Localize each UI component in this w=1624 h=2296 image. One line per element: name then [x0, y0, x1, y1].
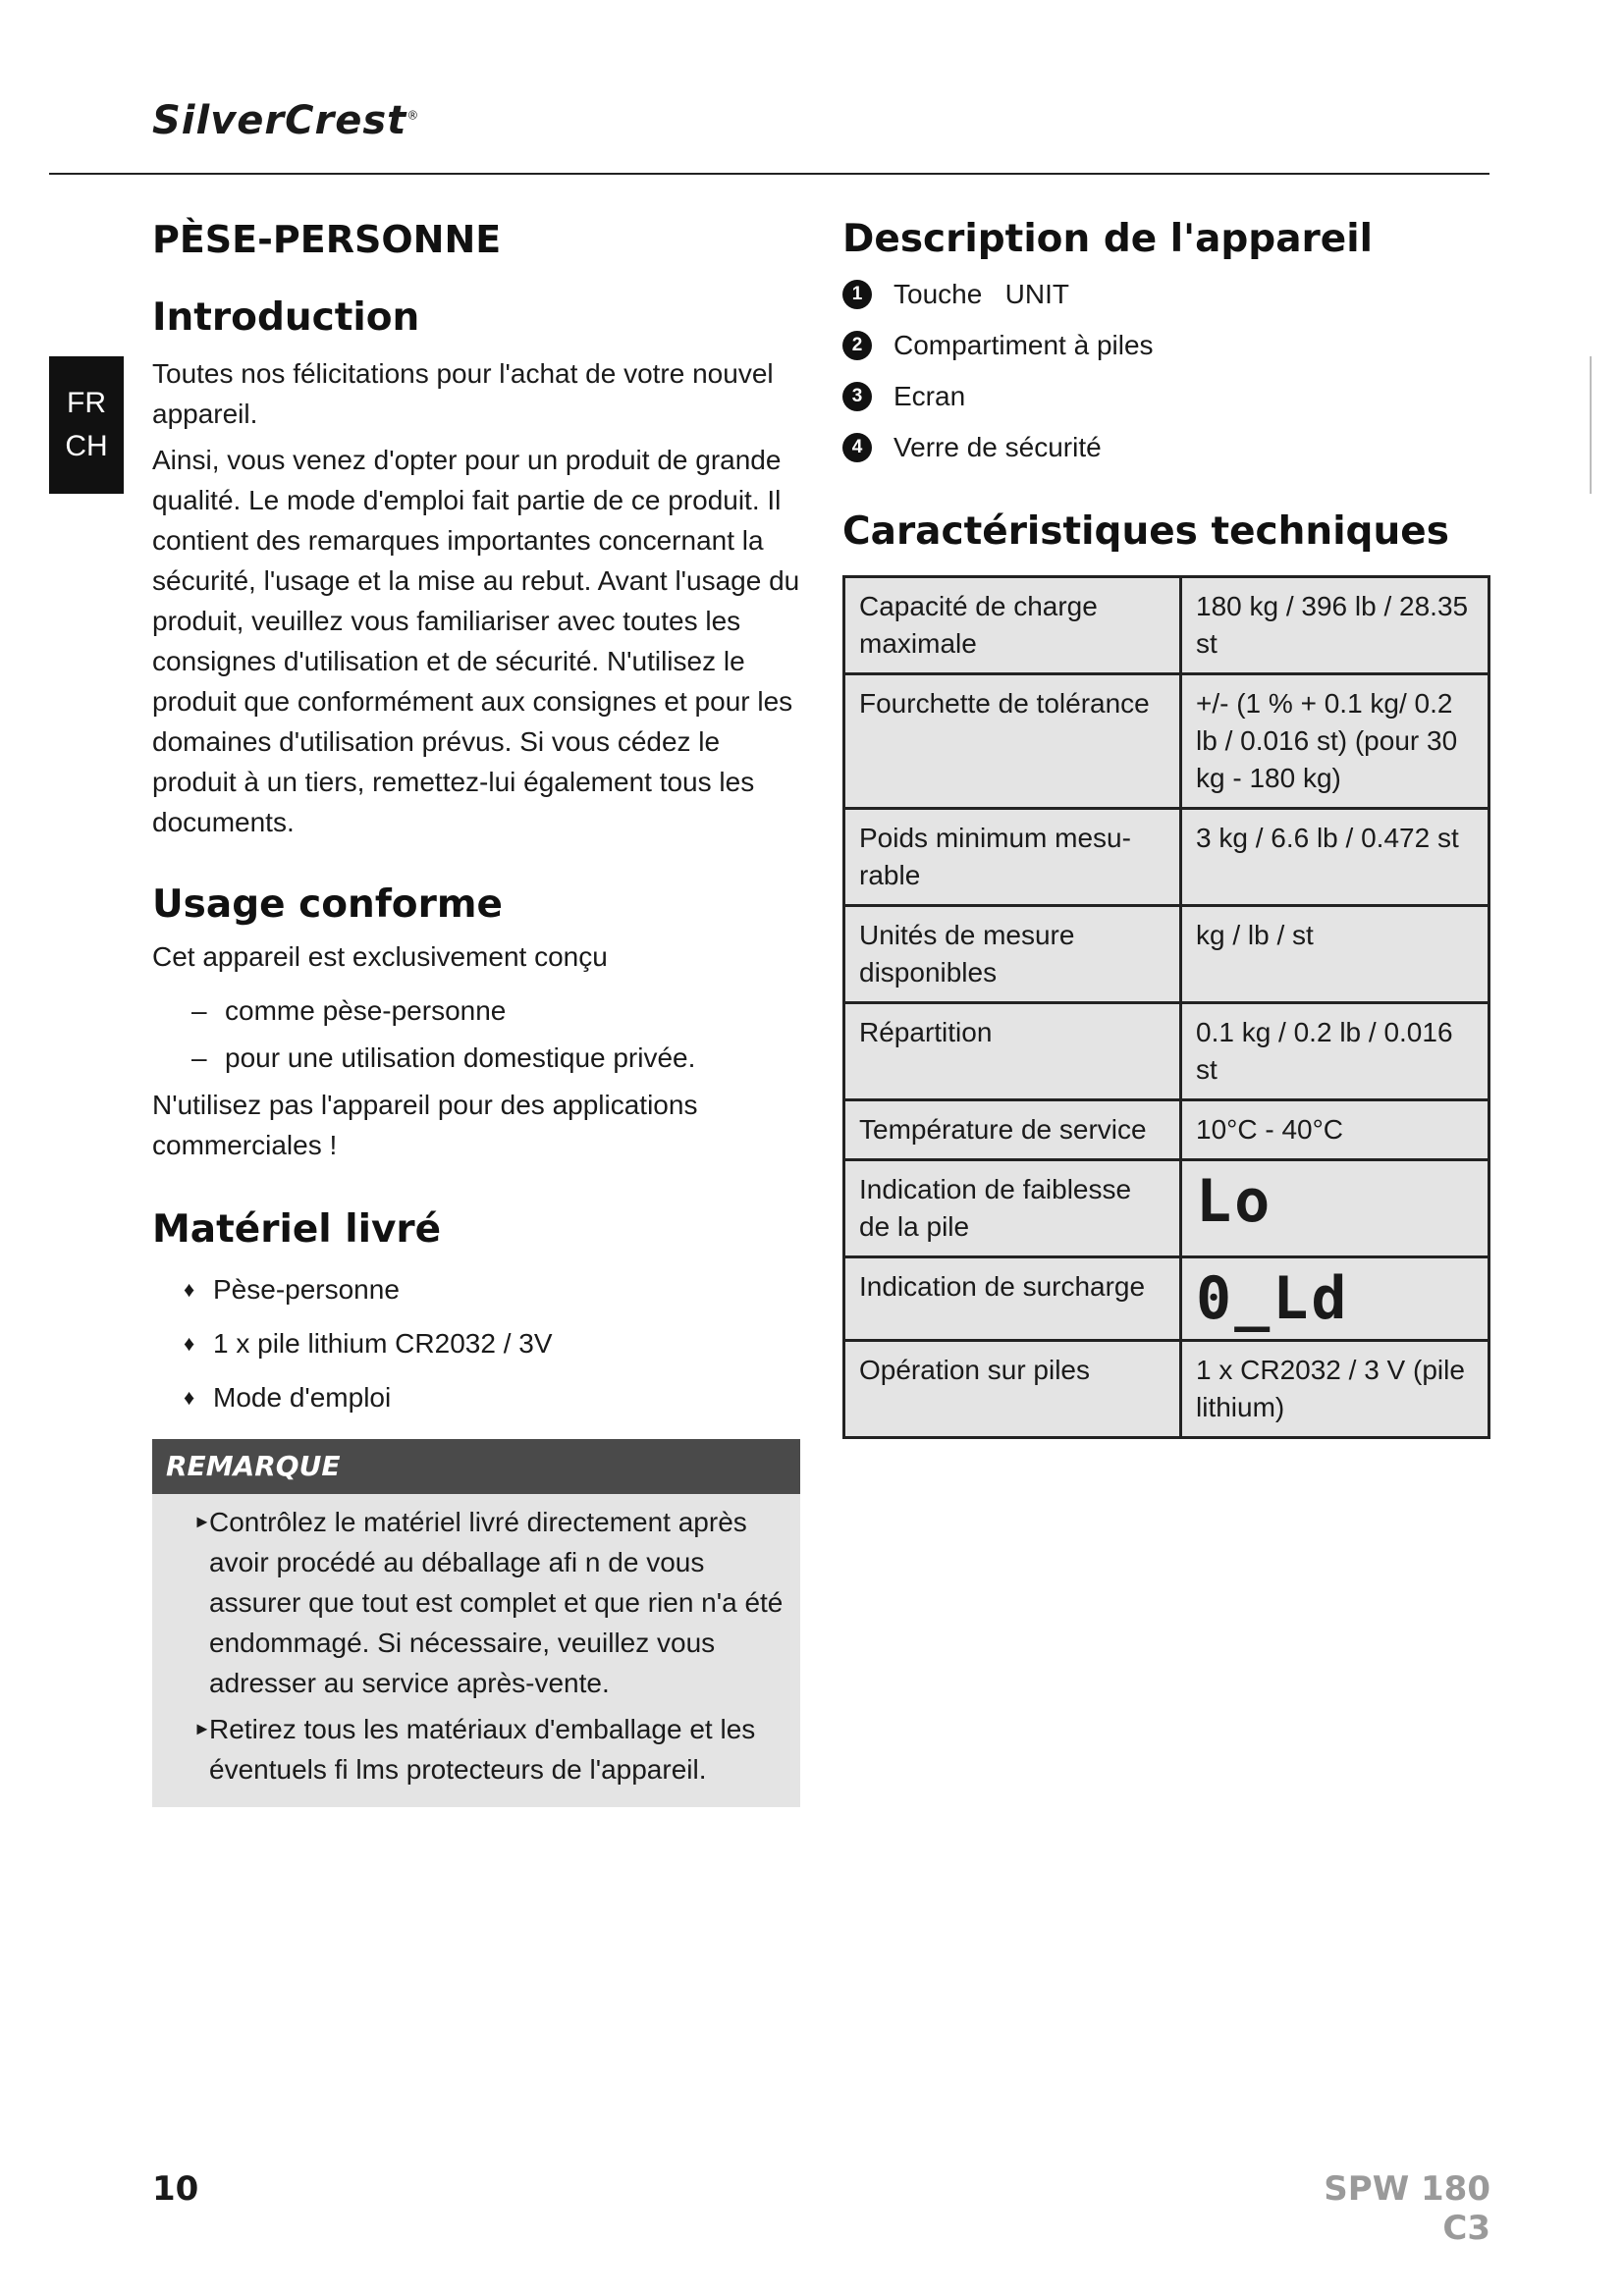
spec-value: 180 kg / 396 lb / 28.35 st	[1181, 577, 1489, 674]
specs-table	[842, 575, 1490, 1439]
spec-value: 0.1 kg / 0.2 lb / 0.016 st	[1181, 1003, 1489, 1100]
brand-name: SilverCrest	[152, 98, 407, 143]
model-number: SPW 180 C3	[1324, 2169, 1490, 2248]
remark-list	[152, 1494, 800, 1789]
usage-paragraph-2: N'utilisez pas l'appareil pour des applications commerciales !	[152, 1090, 698, 1160]
usage-paragraph-1: Cet appareil est exclusivement conçu	[152, 941, 608, 972]
table-row	[844, 1160, 1489, 1257]
description-heading: Description de l'appareil	[842, 217, 1373, 261]
materiel-heading: Matériel livré	[152, 1207, 442, 1252]
spec-label: Indication de surcharge	[844, 1257, 1181, 1341]
description-item-label: Compartiment à piles	[893, 330, 1154, 360]
usage-list	[152, 990, 800, 1078]
table-row	[844, 1341, 1489, 1438]
table-row	[844, 674, 1489, 809]
table-row	[844, 1100, 1489, 1160]
list-item: ► Contrôlez le matériel livré directement après avoir procédé au déballage afi n de vous assurer que tout est complet et que rien n'a été endommagé. Si nécessaire, veuillez vous adresser au service après-vente.	[166, 1502, 786, 1703]
list-item: ♦ Pèse-personne	[152, 1269, 800, 1309]
header-rule	[49, 173, 1489, 175]
spec-value: +/- (1 % + 0.1 kg/ 0.2 lb / 0.016 st) (pour 30 kg - 180 kg)	[1181, 674, 1489, 809]
remark-heading: REMARQUE	[152, 1439, 800, 1494]
spec-label: Fourchette de tolérance	[844, 674, 1181, 809]
spec-label: Température de service	[844, 1100, 1181, 1160]
language-tab	[49, 356, 124, 494]
brand-logo	[152, 98, 419, 143]
language-tab-line2: CH	[65, 430, 108, 462]
spec-value: 3 kg / 6.6 lb / 0.472 st	[1181, 809, 1489, 906]
intro-heading: Introduction	[152, 295, 420, 340]
lcd-low-battery-symbol: Lo	[1196, 1167, 1273, 1236]
list-item	[842, 269, 1490, 320]
spec-value: 1 x CR2032 / 3 V (pile lithium)	[1181, 1341, 1489, 1438]
spec-label: Indication de faiblesse de la pile	[844, 1160, 1181, 1257]
brand-registered-mark: ®	[406, 108, 420, 123]
table-row	[844, 1003, 1489, 1100]
spec-value-display	[1181, 1160, 1489, 1257]
table-row	[844, 1257, 1489, 1341]
lcd-overload-symbol: 0_Ld	[1196, 1264, 1350, 1333]
list-item: – pour une utilisation domestique privée.	[152, 1038, 800, 1078]
spec-label: Opération sur piles	[844, 1341, 1181, 1438]
number-badge-4: 4	[842, 433, 872, 462]
remark-box	[152, 1439, 800, 1807]
description-item-label: Touche UNIT	[893, 279, 1069, 309]
page-title: PÈSE-PERSONNE	[152, 218, 502, 261]
description-list	[842, 269, 1490, 473]
list-item: ► Retirez tous les matériaux d'emballage et les éventuels fi lms protecteurs de l'appareil.	[166, 1709, 786, 1789]
right-column	[842, 214, 1490, 1439]
intro-paragraph-1: Toutes nos félicitations pour l'achat de votre nouvel appareil.	[152, 358, 774, 429]
list-item	[842, 320, 1490, 371]
table-row	[844, 809, 1489, 906]
margin-mark	[1590, 356, 1592, 494]
description-item-label: Ecran	[893, 381, 966, 411]
list-item	[842, 371, 1490, 422]
number-badge-1: 1	[842, 280, 872, 309]
list-item: ♦ 1 x pile lithium CR2032 / 3V	[152, 1323, 800, 1363]
materiel-list	[152, 1269, 800, 1417]
table-row	[844, 906, 1489, 1003]
spec-label: Poids minimum mesu-rable	[844, 809, 1181, 906]
specs-heading: Caractéristiques techniques	[842, 509, 1449, 554]
number-badge-2: 2	[842, 331, 872, 360]
spec-label: Unités de mesure disponibles	[844, 906, 1181, 1003]
description-item-label: Verre de sécurité	[893, 432, 1102, 462]
intro-paragraph-2: Ainsi, vous venez d'opter pour un produit de grande qualité. Le mode d'emploi fait partie de ce produit. Il contient des remarques importantes concernant la sécurité, l'usage et la mise au rebut. Avant l'usage du produit, veuillez vous familiariser avec toutes les consignes d'utilisation et de sécurité. N'utilisez le produit que conformément aux consignes et pour les domaines d'utilisation prévus. Si vous cédez le produit à un tiers, remettez-lui également tous les documents.	[152, 445, 800, 837]
spec-label: Répartition	[844, 1003, 1181, 1100]
spec-value: kg / lb / st	[1181, 906, 1489, 1003]
table-row	[844, 577, 1489, 674]
language-tab-line1: FR	[67, 387, 106, 419]
list-item: – comme pèse-personne	[152, 990, 800, 1031]
spec-value: 10°C - 40°C	[1181, 1100, 1489, 1160]
spec-value-display	[1181, 1257, 1489, 1341]
page-number: 10	[152, 2169, 199, 2209]
spec-label: Capacité de charge maximale	[844, 577, 1181, 674]
list-item: ♦ Mode d'emploi	[152, 1377, 800, 1417]
usage-heading: Usage conforme	[152, 882, 503, 927]
left-column	[152, 214, 800, 1807]
number-badge-3: 3	[842, 382, 872, 411]
list-item	[842, 422, 1490, 473]
